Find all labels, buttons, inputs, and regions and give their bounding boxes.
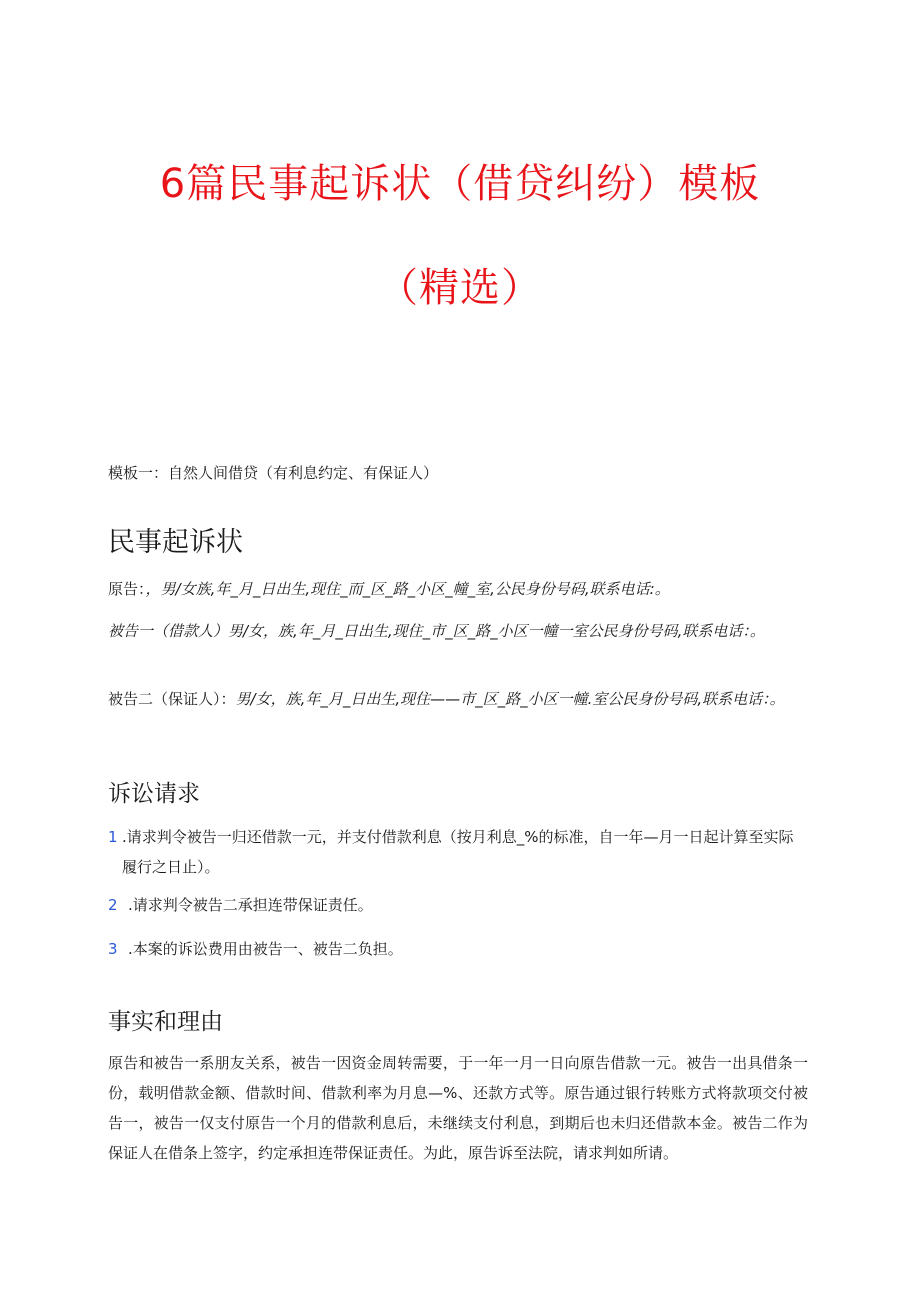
claim-text: .本案的诉讼费用由被告一、被告二负担。 — [128, 940, 403, 958]
claim-text: .请求判令被告一归还借款一元，并支付借款利息（按月利息_%的标准，自一年—月一日起计算至实际履行之日止）。 — [122, 828, 794, 876]
plaintiff-lead: 原告： — [108, 580, 146, 598]
claim-item — [108, 822, 808, 882]
claim-text: .请求判令被告二承担连带保证责任。 — [128, 896, 373, 914]
claim-number: 1 — [108, 828, 118, 846]
claim-number: 3 — [108, 940, 118, 958]
claim-number: 2 — [108, 896, 118, 914]
claim-item — [108, 934, 808, 964]
plaintiff-paragraph — [108, 574, 808, 604]
document-subtitle: （精选） — [378, 265, 542, 311]
defendant2-paragraph — [108, 684, 808, 714]
document-title: 6篇民事起诉状（借贷纠纷）模板 — [159, 161, 761, 207]
defendant1-paragraph: 被告一（借款人）男/女，族,年_月_日出生,现住_市_区_路_小区一幢一室公民身份号码,联系电话：。 — [108, 622, 765, 640]
defendant2-text: 男/女，族,年_月_日出生,现住——市_区_路_小区一幢.室公民身份号码,联系电话：。 — [235, 690, 785, 708]
claims-heading: 诉讼请求 — [108, 781, 200, 807]
facts-paragraph: 原告和被告一系朋友关系，被告一因资金周转需要，于一年一月一日向原告借款一元。被告一出具借条一份，载明借款金额、借款时间、借款利率为月息—%、还款方式等。原告通过银行转账方式将款项交付被告一，被告一仅支付原告一个月的借款利息后，未继续支付利息，到期后也未归还借款本金。被告二作为保证人在借条上签字，约定承担连带保证责任。为此，原告诉至法院，请求判如所请。 — [108, 1054, 808, 1162]
facts-heading: 事实和理由 — [108, 1009, 223, 1035]
template-label: 模板一：自然人间借贷（有利息约定、有保证人） — [108, 464, 439, 482]
main-heading: 民事起诉状 — [108, 527, 243, 558]
defendant2-lead: 被告二（保证人）： — [108, 690, 236, 708]
plaintiff-text: ，男/女族,年_月_日出生,现住_而_区_路_小区_幢_室,公民身份号码,联系电话:。 — [145, 580, 670, 598]
claim-item — [108, 890, 808, 920]
